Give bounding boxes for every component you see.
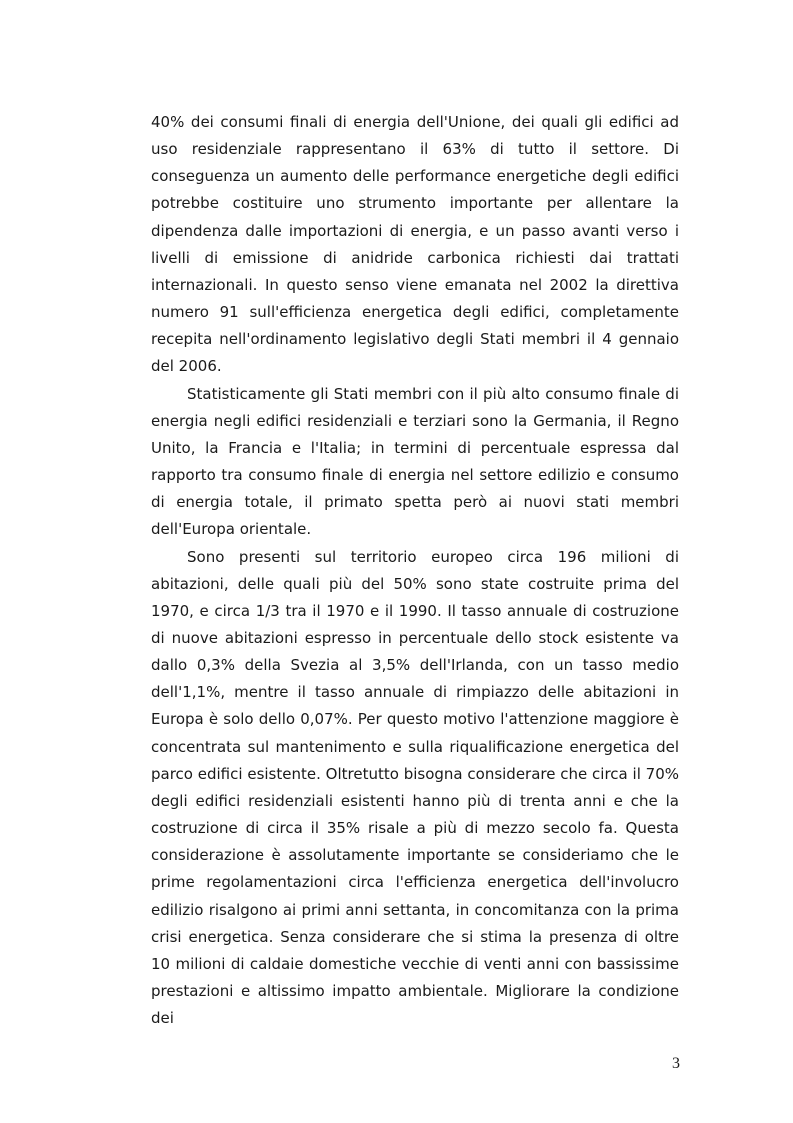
paragraph-continuation: 40% dei consumi finali di energia dell'Unione, dei quali gli edifici ad uso residenziale rappresentano il 63% di tutto il settore. Di conseguenza un aumento delle performance energetiche degli edifici potrebbe costituire uno strumento importante per allentare la dipendenza dalle importazioni di energia, e un passo avanti verso i livelli di emissione di anidride carbonica richiesti dai trattati internazionali. In questo senso viene emanata nel 2002 la direttiva numero 91 sull'efficienza energetica degli edifici, completamente recepita nell'ordinamento legislativo degli Stati membri il 4 gennaio del 2006. — [151, 113, 679, 376]
page-number: 3 — [672, 1055, 680, 1072]
paragraph-housing-stock: Sono presenti sul territorio europeo circa 196 milioni di abitazioni, delle quali più del 50% sono state costruite prima del 1970, e circa 1/3 tra il 1970 e il 1990. Il tasso annuale di costruzione di nuove abitazioni espresso in percentuale dello stock esistente va dallo 0,3% della Svezia al 3,5% dell'Irlanda, con un tasso medio dell'1,1%, mentre il tasso annuale di rimpiazzo delle abitazioni in Europa è solo dello 0,07%. Per questo motivo l'attenzione maggiore è concentrata sul mantenimento e sulla riqualificazione energetica del parco edifici esistente. Oltretutto bisogna considerare che circa il 70% degli edifici residenziali esistenti hanno più di trenta anni e che la costruzione di circa il 35% risale a più di mezzo secolo fa. Questa considerazione è assolutamente importante se consideriamo che le prime regolamentazioni circa l'efficienza energetica dell'involucro edilizio risalgono ai primi anni settanta, in concomitanza con la prima crisi energetica. Senza considerare che si stima la presenza di oltre 10 milioni di caldaie domestiche vecchie di venti anni con bassissime prestazioni e altissimo impatto ambientale. Migliorare la condizione dei — [151, 547, 679, 1028]
body-text — [151, 109, 679, 1032]
paragraph-statistics: Statisticamente gli Stati membri con il più alto consumo finale di energia negli edifici residenziali e terziari sono la Germania, il Regno Unito, la Francia e l'Italia; in termini di percentuale espressa dal rapporto tra consumo finale di energia nel settore edilizio e consumo di energia totale, il primato spetta però ai nuovi stati membri dell'Europa orientale. — [151, 384, 679, 539]
